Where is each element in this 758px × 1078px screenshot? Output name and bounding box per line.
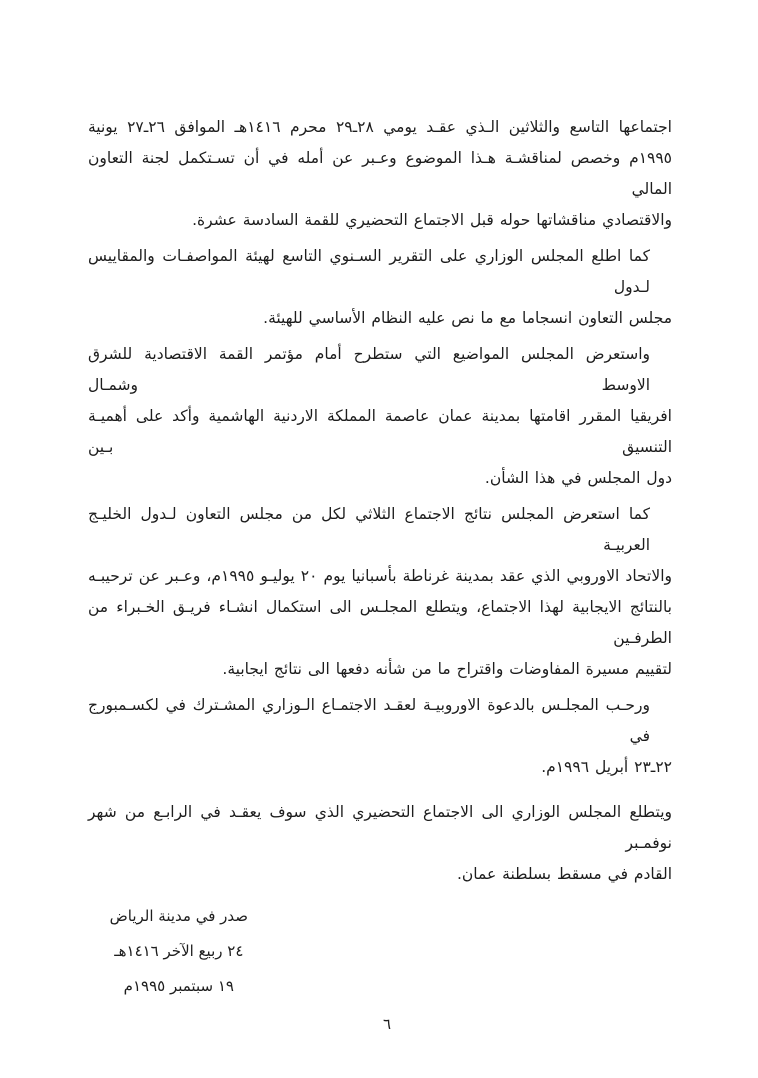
page-number: ٦: [382, 1015, 392, 1033]
signature-line: ٢٤ ربيع الآخر ١٤١٦هـ: [114, 942, 244, 960]
text-line: دول المجلس في هذا الشأن.: [484, 469, 672, 487]
text-line: لتقييم مسيرة المفاوضات واقتراح ما من شأنه دفعها الى نتائج ايجابية.: [222, 660, 672, 678]
text-line: والاقتصادي مناقشاتها حوله قبل الاجتماع التحضيري للقمة السادسة عشرة.: [192, 211, 672, 229]
paragraph: [88, 797, 672, 890]
text-line: بالنتائج الايجابية لهذا الاجتماع، ويتطلع المجلـس الى استكمال انشـاء فريـق الخـبراء من الطرفـين: [88, 598, 672, 647]
paragraph: [88, 241, 672, 334]
text-line: كما استعرض المجلس نتائج الاجتماع الثلاثي لكل من مجلس التعاون لـدول الخليـج العربيـة: [88, 505, 650, 554]
document-body: [88, 112, 672, 1004]
paragraph: [88, 112, 672, 236]
text-line: ١٩٩٥م وخصص لمناقشـة هـذا الموضوع وعـبر عن أمله في أن تسـتكمل لجنة التعاون المالي: [88, 149, 672, 198]
paragraph: [88, 690, 672, 783]
signature-block: [110, 899, 248, 1004]
signature-line: ١٩ سبتمبر ١٩٩٥م: [123, 977, 234, 995]
signature-line: صدر في مدينة الرياض: [109, 907, 248, 925]
text-line: القادم في مسقط بسلطنة عمان.: [456, 865, 672, 883]
text-line: واستعرض المجلس المواضيع التي ستطرح أمام مؤتمر القمة الاقتصادية للشرق الاوسط وشمـال: [88, 345, 650, 394]
paragraphs-container: [88, 112, 672, 890]
text-line: مجلس التعاون انسجاما مع ما نص عليه النظام الأساسي للهيئة.: [263, 309, 672, 327]
text-line: ورحـب المجلـس بالدعوة الاوروبيـة لعقـد الاجتمـاع الـوزاري المشـترك في لكسـمبورج في: [88, 696, 650, 745]
text-line: ويتطلع المجلس الوزاري الى الاجتماع التحضيري الذي سوف يعقـد في الرابـع من شهر نوفمـبر: [88, 803, 672, 852]
paragraph: [88, 339, 672, 494]
paragraph: [88, 499, 672, 685]
text-line: كما اطلع المجلس الوزاري على التقرير السـنوي التاسع لهيئة المواصفـات والمقاييس لـدول: [88, 247, 650, 296]
text-line: افريقيا المقرر اقامتها بمدينة عمان عاصمة المملكة الاردنية الهاشمية وأكد على أهميـة التنسيق بـين: [88, 407, 672, 456]
text-line: اجتماعها التاسع والثلاثين الـذي عقـد يومي ٢٨ـ٢٩ محرم ١٤١٦هـ الموافق ٢٦ـ٢٧ يونية: [88, 118, 672, 136]
text-line: والاتحاد الاوروبي الذي عقد بمدينة غرناطة بأسبانيا يوم ٢٠ يوليـو ١٩٩٥م، وعـبر عن ترحيبـه: [88, 567, 672, 585]
text-line: ٢٢ـ٢٣ أبريل ١٩٩٦م.: [541, 758, 672, 776]
